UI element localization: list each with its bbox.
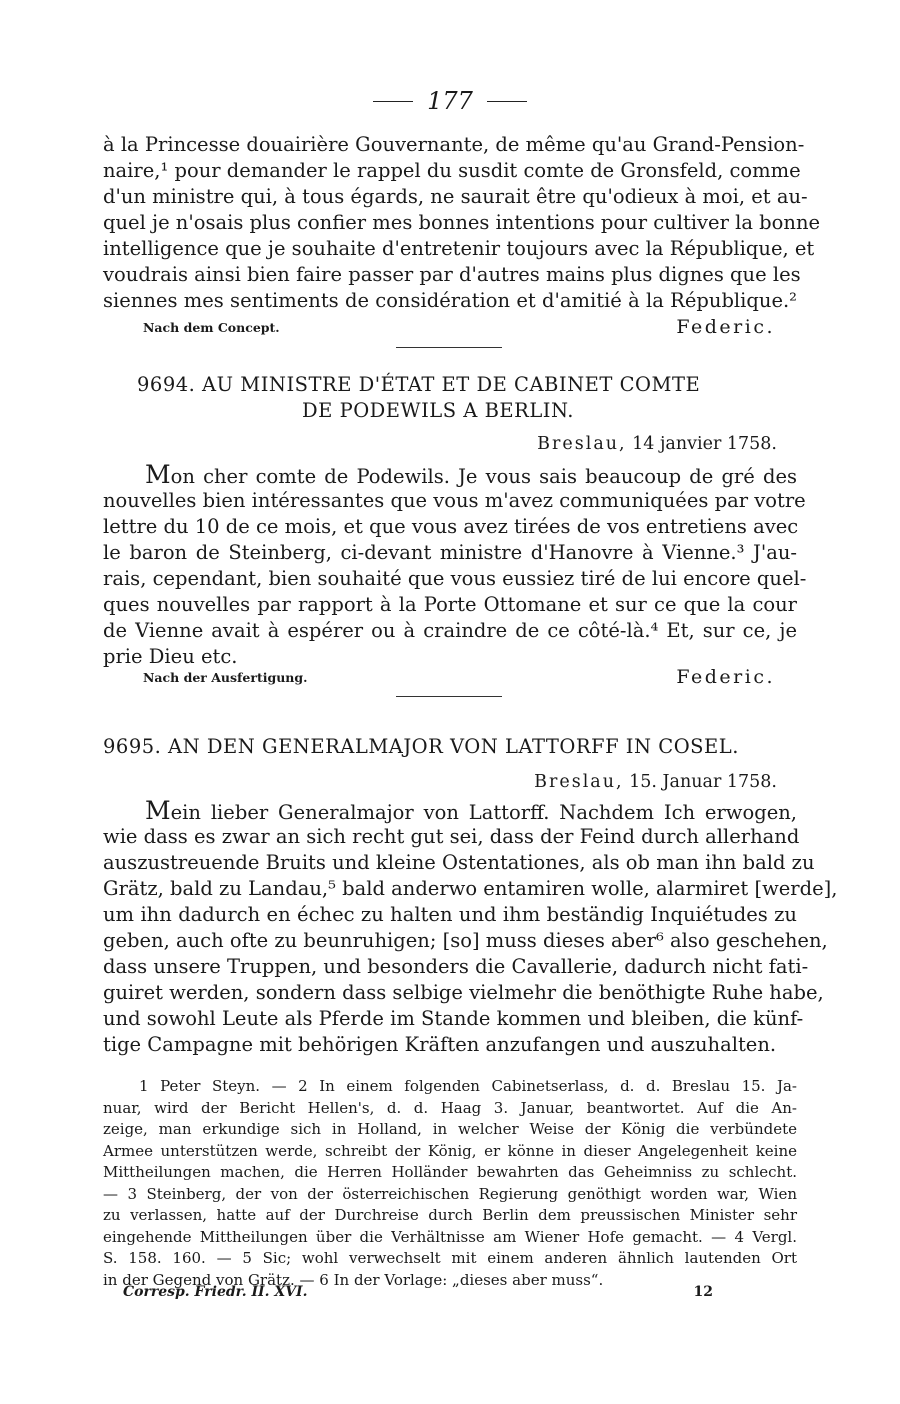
text-line: prie Dieu etc. xyxy=(103,645,238,668)
letter3-heading xyxy=(103,734,797,760)
text-line: nouvelles bien intéressantes que vous m'avez communiquées par votre xyxy=(103,489,806,512)
letter1-closing xyxy=(143,314,775,340)
signature: Federic. xyxy=(676,316,775,338)
page-number: 177 xyxy=(427,87,473,115)
text-line: de Vienne avait à espérer ou à craindre de ce côté-là.⁴ Et, sur ce, je xyxy=(103,619,797,642)
text-line: à la Princesse douairière Gouvernante, de même qu'au Grand-Pension- xyxy=(103,133,805,156)
text-line: geben, auch ofte zu beunruhigen; [so] muss dieses aber⁶ also geschehen, xyxy=(103,929,828,952)
letter3-dateline xyxy=(103,770,777,794)
source-note: Nach dem Concept. xyxy=(143,319,280,335)
initial-letter: M xyxy=(145,460,171,489)
heading-line: 9694. AU MINISTRE D'ÉTAT ET DE CABINET COMTE xyxy=(137,373,701,396)
letter2-body xyxy=(103,460,807,670)
heading-line: DE PODEWILS A BERLIN. xyxy=(302,399,574,422)
text-line: voudrais ainsi bien faire passer par d'autres mains plus dignes que les xyxy=(103,263,801,286)
letter2-dateline xyxy=(103,432,777,456)
signature-mark: 12 xyxy=(693,1284,713,1300)
text-line: Mon cher comte de Podewils. Je vous sais beaucoup de gré des xyxy=(145,460,797,489)
text-line: Mein lieber Generalmajor von Lattorff. Nachdem Ich erwogen, xyxy=(145,796,797,825)
header-dash-left xyxy=(373,101,413,102)
footnote-line: zeige, man erkundige sich in Holland, in welcher Weise der König die verbündete xyxy=(103,1120,797,1138)
text-line: um ihn dadurch en échec zu halten und ihm beständig Inquiétudes zu xyxy=(103,903,797,926)
text-line: wie dass es zwar an sich recht gut sei, dass der Feind durch allerhand xyxy=(103,825,800,848)
footnote-line: in der Gegend von Grätz. — 6 In der Vorlage: „dieses aber muss“. xyxy=(103,1270,604,1289)
letter3-body xyxy=(103,796,838,1058)
text-line: dass unsere Truppen, und besonders die Cavallerie, dadurch nicht fati- xyxy=(103,955,809,978)
footnote-line: eingehende Mittheilungen über die Verhältnisse am Wiener Hofe gemacht. — 4 Vergl. xyxy=(103,1227,797,1246)
footnote-line: 1 Peter Steyn. — 2 In einem folgenden Cabinetserlass, d. d. Breslau 15. Ja- xyxy=(139,1077,797,1095)
footer-series: Corresp. Friedr. II. XVI. xyxy=(123,1284,308,1300)
signature: Federic. xyxy=(676,666,775,688)
text-line: auszustreuende Bruits und kleine Ostentationes, als ob man ihn bald zu xyxy=(103,851,815,874)
text-line: le baron de Steinberg, ci-devant ministre d'Hanovre à Vienne.³ J'au- xyxy=(103,541,797,564)
text-line: intelligence que je souhaite d'entretenir toujours avec la République, et xyxy=(103,237,815,260)
text-line: d'un ministre qui, à tous égards, ne saurait être qu'odieux à moi, et au- xyxy=(103,185,808,208)
page-footer xyxy=(123,1284,713,1306)
letter2-heading xyxy=(103,372,797,424)
footnote-line: Mittheilungen machen, die Herren Holländer bewahrten das Geheimniss zu schlecht. xyxy=(103,1163,797,1181)
source-note: Nach der Ausfertigung. xyxy=(143,669,308,685)
text-line: rais, cependant, bien souhaité que vous eussiez tiré de lui encore quel- xyxy=(103,567,807,590)
footnote-line: zu verlassen, hatte auf der Durchreise durch Berlin dem preussischen Minister sehr xyxy=(103,1206,797,1224)
footnote-line: — 3 Steinberg, der von der österreichischen Regierung genöthigt worden war, Wien xyxy=(103,1184,797,1203)
footnotes xyxy=(103,1076,797,1291)
header-dash-right xyxy=(487,101,527,102)
date-text: 15. Januar 1758. xyxy=(629,772,777,792)
text-line: guiret werden, sondern dass selbige vielmehr die benöthigte Ruhe habe, xyxy=(103,981,824,1004)
date-text: 14 janvier 1758. xyxy=(632,434,777,454)
text-line: siennes mes sentiments de considération et d'amitié à la République.² xyxy=(103,289,797,312)
page-header xyxy=(0,86,900,116)
section-divider xyxy=(396,696,502,697)
date-place: Breslau, xyxy=(537,434,627,454)
heading-line: 9695. AN DEN GENERALMAJOR VON LATTORFF IN COSEL. xyxy=(103,735,739,758)
text-line: und sowohl Leute als Pferde im Stande kommen und bleiben, die künf- xyxy=(103,1007,804,1030)
footnote-line: nuar, wird der Bericht Hellen's, d. d. Haag 3. Januar, beantwortet. Auf die An- xyxy=(103,1098,797,1117)
initial-letter: M xyxy=(145,796,171,825)
text-line: quel je n'osais plus confier mes bonnes intentions pour cultiver la bonne xyxy=(103,211,821,234)
letter2-closing xyxy=(143,664,775,690)
date-place: Breslau, xyxy=(534,772,624,792)
top-paragraph xyxy=(103,132,821,314)
section-divider xyxy=(396,347,502,348)
text-line: tige Campagne mit behörigen Kräften anzufangen und auszuhalten. xyxy=(103,1033,777,1056)
text-line: ques nouvelles par rapport à la Porte Ottomane et sur ce que la cour xyxy=(103,593,797,616)
text-line: lettre du 10 de ce mois, et que vous avez tirées de vos entretiens avec xyxy=(103,515,799,538)
footnote-line: S. 158. 160. — 5 Sic; wohl verwechselt mit einem anderen ähnlich lautenden Ort xyxy=(103,1249,797,1267)
text-line: Grätz, bald zu Landau,⁵ bald anderwo entamiren wolle, alarmiret [werde], xyxy=(103,877,838,900)
text-line: naire,¹ pour demander le rappel du susdit comte de Gronsfeld, comme xyxy=(103,159,801,182)
footnote-line: Armee unterstützen werde, schreibt der König, er könne in dieser Angelegenheit keine xyxy=(103,1141,797,1160)
